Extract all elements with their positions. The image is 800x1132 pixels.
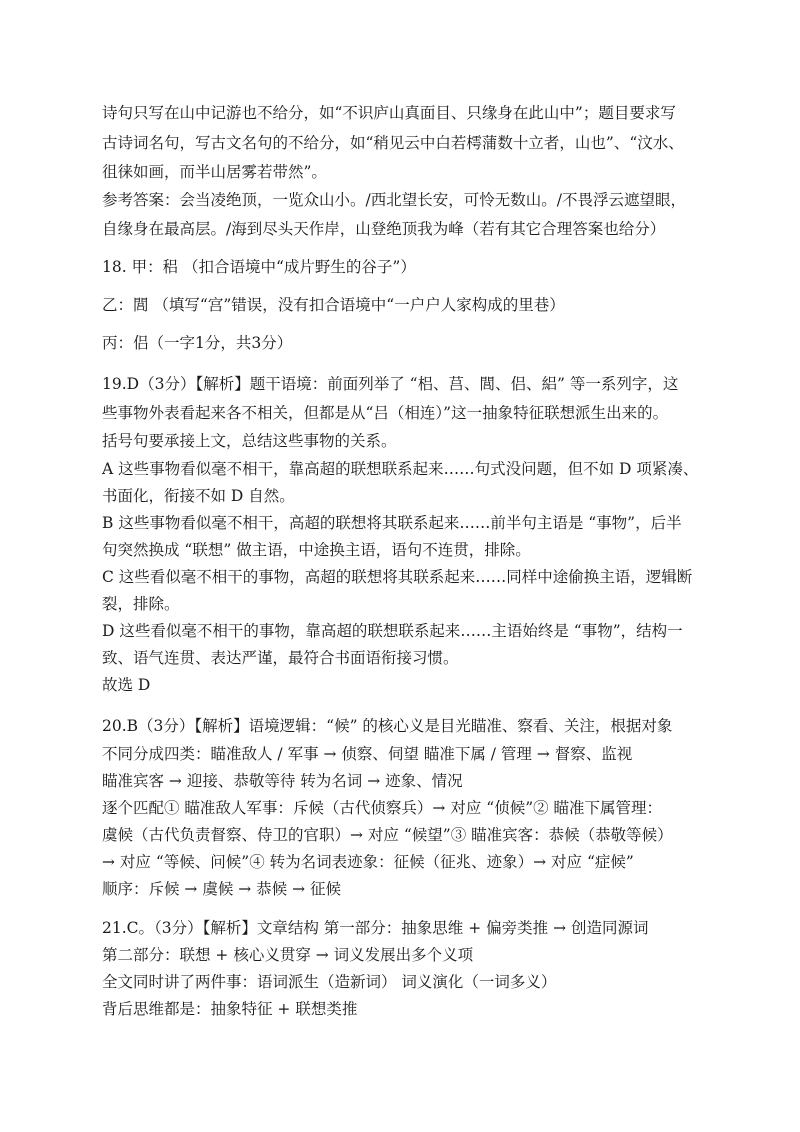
text-line: 第二部分：联想 + 核心义贯穿 → 词义发展出多个义项	[102, 946, 474, 964]
option-a: A 这些事物看似毫不相干，靠高超的联想联系起来……句式没问题，但不如 D 项紧凑、	[102, 460, 699, 478]
text-line: 背后思维都是：抽象特征 + 联想类推	[102, 1000, 358, 1018]
question-19-heading: 19.D（3分）【解析】题干语境：前面列举了 “梠、莒、閭、侣、絽” 等一系列字，这	[102, 375, 679, 393]
question-20-heading: 20.B（3分）【解析】语境逻辑：“候” 的核心义是目光瞄准、察看、关注，根据对象	[102, 717, 673, 735]
question-21-heading: 21.C。（3分）【解析】文章结构 第一部分：抽象思维 + 偏旁类推 → 创造同源词	[102, 919, 649, 937]
text-line: 全文同时讲了两件事：语词派生（造新词） 词义演化（一词多义）	[102, 973, 557, 991]
text-line: 古诗词名句，写古文名句的不给分，如“稍见云中白若樗蒲数十立者，山也”、“汶水、	[102, 134, 684, 152]
text-line: 裂，排除。	[102, 595, 180, 613]
answer-19: 故选 D	[102, 676, 151, 694]
question-18-a: 18. 甲：稆 （扣合语境中“成片野生的谷子”）	[102, 258, 416, 276]
option-d: D 这些看似毫不相干的事物，靠高超的联想联系起来……主语始终是 “事物”，结构一	[102, 622, 683, 640]
text-line: 顺序：斥候 → 虞候 → 恭候 → 征候	[102, 880, 342, 898]
text-line: 自缘身在最高层。/海到尽头天作岸，山登绝顶我为峰（若有其它合理答案也给分）	[102, 220, 666, 238]
text-line: 致、语气连贯、表达严谨，最符合书面语衔接习惯。	[102, 649, 459, 667]
option-b: B 这些事物看似毫不相干，高超的联想将其联系起来……前半句主语是 “事物”，后半	[102, 514, 682, 532]
text-line: 诗句只写在山中记游也不给分，如“不识庐山真面目、只缘身在此山中”；题目要求写	[102, 104, 676, 122]
question-18-b: 乙：閭 （填写“宫”错误，没有扣合语境中“一户户人家构成的里巷）	[102, 296, 565, 314]
text-line: 括号句要承接上文，总结这些事物的关系。	[102, 432, 397, 450]
text-line: → 对应 “等候、问候”④ 转为名词表迹象：征候（征兆、迹象）→ 对应 “症候”	[102, 853, 634, 871]
text-line: 不同分成四类：瞄准敌人 / 军事 → 侦察、伺望 瞄准下属 / 管理 → 督察、监视	[102, 745, 633, 763]
text-line: 虞候（古代负责督察、侍卫的官职）→ 对应 “候望”③ 瞄准宾客：恭候（恭敬等候）	[102, 826, 673, 844]
text-line: 书面化，衔接不如 D 自然。	[102, 487, 295, 505]
text-line: 徂徕如画，而半山居雾若带然”。	[102, 163, 327, 181]
text-line: 瞄准宾客 → 迎接、恭敬等待 转为名词 → 迹象、情况	[102, 772, 463, 790]
text-line: 些事物外表看起来各不相关，但都是从“吕（相连）”这一抽象特征联想派生出来的。	[102, 404, 669, 422]
text-line: 逐个匹配① 瞄准敌人军事：斥候（古代侦察兵）→ 对应 “侦候”② 瞄准下属管理：	[102, 799, 663, 817]
question-18-c: 丙：侣（一字1分，共3分）	[102, 334, 293, 352]
text-line: 句突然换成 “联想” 做主语，中途换主语，语句不连贯，排除。	[102, 541, 531, 559]
option-c: C 这些看似毫不相干的事物，高超的联想将其联系起来……同样中途偷换主语，逻辑断	[102, 568, 693, 586]
text-line: 参考答案：会当凌绝顶，一览众山小。/西北望长安，可怜无数山。/不畏浮云遮望眼，	[102, 191, 686, 209]
